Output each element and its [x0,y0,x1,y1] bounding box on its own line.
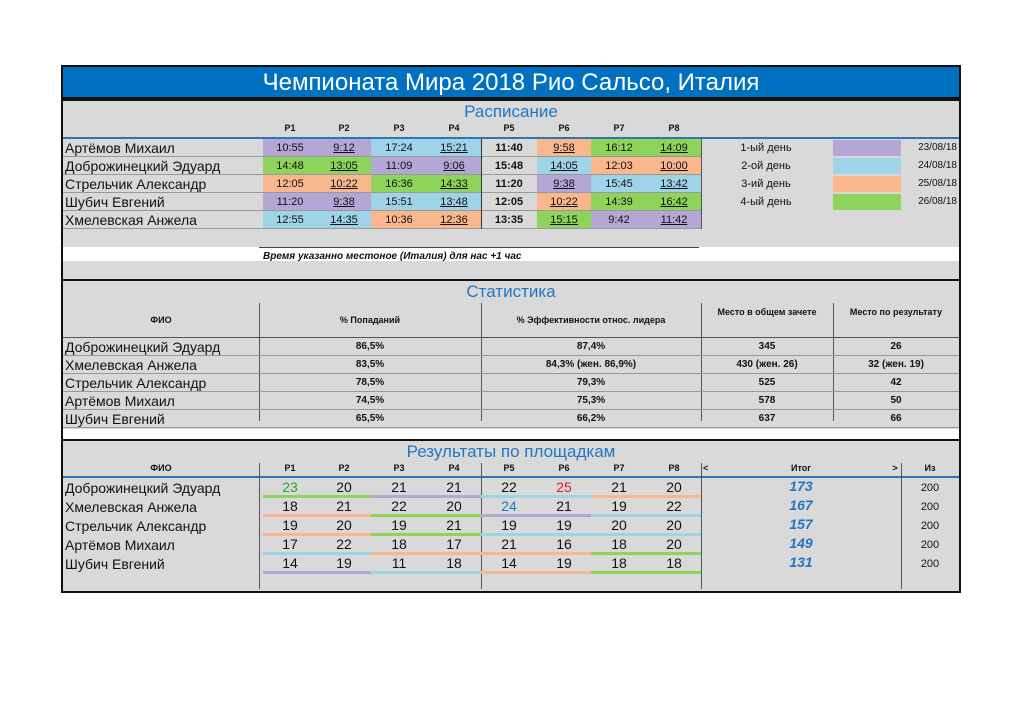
results-row-name: Артёмов Михаил [65,537,175,553]
results-max: 200 [920,539,940,551]
schedule-row-name: Доброжинецкий Эдуард [65,158,221,174]
schedule-time-cell: 9:42 [591,211,647,229]
results-round-header: P5 [503,463,515,473]
results-score-cell: 21 [556,498,572,514]
schedule-time-cell: 12:05 [263,175,317,193]
results-round-header: P1 [284,463,296,473]
schedule-time-cell: 11:40 [481,139,537,157]
schedule-time-cell: 14:48 [263,157,317,175]
schedule-row-name: Стрельчик Александр [65,176,207,192]
schedule-time-cell: 11:09 [371,157,427,175]
results-score-cell: 19 [391,517,407,533]
results-score-cell: 18 [611,536,627,552]
schedule-time-cell: 13:35 [481,211,537,229]
schedule-row-line [63,228,701,229]
results-lt-header: < [703,463,709,473]
schedule-round-header: P4 [448,123,460,133]
results-score-cell: 21 [336,498,352,514]
results-day-bar [317,571,371,574]
results-score-cell: 11 [391,555,407,571]
stats-hit-percent: 74,5% [355,395,385,406]
schedule-row-line [63,192,701,193]
schedule-note: Время указанно местоное (Италия) для нас +1 час [263,251,522,262]
schedule-row-name: Хмелевская Анжела [65,212,197,228]
results-score-cell: 20 [336,517,352,533]
schedule-round-header: P2 [338,123,350,133]
schedule-time-cell: 13:42 [647,175,701,193]
results-gt-header: > [892,463,898,473]
results-row-name: Доброжинецкий Эдуард [65,480,221,496]
schedule-time-cell: 14:35 [317,211,371,229]
note-line [259,247,699,248]
results-score-cell: 18 [611,555,627,571]
results-score-cell: 22 [391,498,407,514]
results-round-header: P2 [338,463,350,473]
results-max: 200 [920,482,940,494]
results-score-cell: 20 [446,498,462,514]
schedule-time-cell: 14:39 [591,193,647,211]
results-score-cell: 19 [501,517,517,533]
results-total: 157 [789,516,813,532]
results-score-cell: 19 [556,555,572,571]
results-total: 131 [789,554,813,570]
stats-result-place: 26 [890,341,902,352]
schedule-row-line [63,174,701,175]
results-score-cell: 22 [336,536,352,552]
stats-overall-place: 345 [758,341,776,352]
sheet-title: Чемпионата Мира 2018 Рио Сальсо, Италия [63,67,959,99]
results-score-cell: 17 [282,536,298,552]
results-round-header: P4 [448,463,460,473]
schedule-round-header: P1 [284,123,296,133]
stats-column-header: Место в общем зачете [717,307,817,317]
results-score-cell: 16 [556,536,572,552]
stats-result-place: 66 [890,413,902,424]
results-score-cell: 22 [666,498,682,514]
results-total: 149 [789,535,813,551]
schedule-time-cell: 15:45 [591,175,647,193]
schedule-time-cell: 12:55 [263,211,317,229]
results-col-line [259,463,260,589]
schedule-time-cell: 9:38 [537,175,591,193]
schedule-time-cell: 10:22 [537,193,591,211]
results-score-cell: 24 [501,498,517,514]
stats-result-place: 50 [890,395,902,406]
stats-overall-place: 430 (жен. 26) [736,359,798,370]
stats-spacer [63,429,959,439]
results-score-cell: 18 [282,498,298,514]
schedule-round-header: P5 [503,123,515,133]
stats-row-line [63,427,959,428]
schedule-time-cell: 14:09 [647,139,701,157]
schedule-row-line [63,210,701,211]
stats-efficiency: 66,2% [576,413,606,424]
schedule-time-cell: 16:12 [591,139,647,157]
results-day-bar [481,571,537,574]
results-score-cell: 21 [611,479,627,495]
stats-column-header: Место по результату [849,307,943,317]
results-score-cell: 21 [446,517,462,533]
schedule-time-cell: 15:15 [537,211,591,229]
results-score-cell: 25 [556,479,572,495]
stats-hit-percent: 78,5% [355,377,385,388]
schedule-time-cell: 14:33 [427,175,481,193]
schedule-heading: Расписание [63,99,959,121]
results-score-cell: 17 [446,536,462,552]
stats-efficiency: 79,3% [576,377,606,388]
schedule-time-cell: 12:36 [427,211,481,229]
schedule-time-cell: 9:06 [427,157,481,175]
stats-overall-place: 578 [758,395,776,406]
results-day-bar [537,571,591,574]
schedule-time-cell: 10:22 [317,175,371,193]
schedule-round-header: P8 [668,123,680,133]
schedule-round-header: P6 [558,123,570,133]
legend-day-swatch [833,176,901,192]
results-sheet [61,65,961,593]
schedule-round-header: P7 [613,123,625,133]
results-score-cell: 20 [336,479,352,495]
stats-efficiency: 75,3% [576,395,606,406]
legend-day-label: 4-ый день [740,196,792,208]
results-day-bar [263,571,317,574]
schedule-time-cell: 11:20 [263,193,317,211]
schedule-row-name: Артёмов Михаил [65,140,175,156]
schedule-time-cell: 12:03 [591,157,647,175]
results-day-bar [591,571,647,574]
results-max: 200 [920,558,940,570]
results-row-name: Шубич Евгений [65,556,165,572]
schedule-time-cell: 16:42 [647,193,701,211]
stats-row-name: Артёмов Михаил [65,393,175,409]
schedule-time-cell: 17:24 [371,139,427,157]
results-score-cell: 21 [501,536,517,552]
stats-overall-place: 525 [758,377,776,388]
results-score-cell: 21 [391,479,407,495]
results-round-header: P7 [613,463,625,473]
stats-hit-percent: 83,5% [355,359,385,370]
schedule-time-cell: 10:00 [647,157,701,175]
results-section [63,463,959,591]
results-score-cell: 23 [282,479,298,495]
results-max: 200 [920,501,940,513]
results-score-cell: 20 [666,536,682,552]
schedule-time-cell: 13:48 [427,193,481,211]
stats-overall-place: 637 [758,413,776,424]
stats-efficiency: 87,4% [576,341,606,352]
results-row-name: Хмелевская Анжела [65,499,197,515]
results-score-cell: 18 [446,555,462,571]
schedule-time-cell: 15:51 [371,193,427,211]
results-score-cell: 20 [666,517,682,533]
schedule-divider [701,139,702,229]
results-fio-header: ФИО [150,463,172,473]
results-row-name: Стрельчик Александр [65,518,207,534]
results-day-bar [647,571,701,574]
stats-hit-percent: 86,5% [355,341,385,352]
legend-day-date: 24/08/18 [918,160,957,171]
schedule-time-cell: 11:20 [481,175,537,193]
legend-day-swatch [833,140,901,156]
schedule-row-line [63,156,701,157]
schedule-divider-mid [481,139,482,229]
stats-hit-percent: 65,5% [355,413,385,424]
schedule-time-cell: 13:05 [317,157,371,175]
results-score-cell: 19 [282,517,298,533]
results-score-cell: 21 [446,479,462,495]
schedule-time-cell: 14:05 [537,157,591,175]
legend-day-swatch [833,194,901,210]
stats-column-header: % Попаданий [339,315,401,325]
stats-result-place: 32 (жен. 19) [868,359,924,370]
results-score-cell: 19 [611,498,627,514]
results-total-header: Итог [790,463,811,473]
stats-row-name: Доброжинецкий Эдуард [65,339,221,355]
stats-column-header: % Эффективности относ. лидера [516,315,666,325]
schedule-time-cell: 16:36 [371,175,427,193]
results-max: 200 [920,520,940,532]
stats-heading: Статистика [63,279,959,301]
schedule-time-cell: 9:38 [317,193,371,211]
schedule-time-cell: 10:36 [371,211,427,229]
results-score-cell: 19 [336,555,352,571]
legend-day-label: 3-ий день [741,178,791,190]
results-score-cell: 22 [501,479,517,495]
legend-day-date: 25/08/18 [918,178,957,189]
legend-day-date: 23/08/18 [918,142,957,153]
schedule-round-header: P3 [393,123,405,133]
stats-row-name: Стрельчик Александр [65,375,207,391]
schedule-time-cell: 10:55 [263,139,317,157]
results-of-header: Из [924,463,936,473]
results-round-header: P6 [558,463,570,473]
schedule-time-cell: 9:58 [537,139,591,157]
legend-day-swatch [833,158,901,174]
results-score-cell: 20 [611,517,627,533]
schedule-row-name: Шубич Евгений [65,194,165,210]
legend-day-label: 1-ый день [740,142,792,154]
results-total: 167 [789,497,813,513]
legend-day-label: 2-ой день [741,160,791,172]
stats-efficiency: 84,3% (жен. 86,9%) [545,359,637,370]
schedule-time-cell: 15:48 [481,157,537,175]
schedule-time-cell: 12:05 [481,193,537,211]
results-day-bar [371,571,427,574]
results-score-cell: 19 [556,517,572,533]
results-score-cell: 14 [282,555,298,571]
results-score-cell: 18 [666,555,682,571]
results-heading: Результаты по площадкам [63,439,959,461]
results-day-bar [427,571,481,574]
schedule-time-cell: 9:12 [317,139,371,157]
stats-row-name: Хмелевская Анжела [65,357,197,373]
stats-row-name: Шубич Евгений [65,411,165,427]
legend-day-date: 26/08/18 [918,196,957,207]
results-score-cell: 18 [391,536,407,552]
results-round-header: P3 [393,463,405,473]
schedule-section [63,121,959,279]
results-score-cell: 20 [666,479,682,495]
stats-column-header: ФИО [150,315,172,325]
results-round-header: P8 [668,463,680,473]
schedule-time-cell: 15:21 [427,139,481,157]
results-total: 173 [789,478,813,494]
schedule-time-cell: 11:42 [647,211,701,229]
stats-section [63,303,959,439]
results-score-cell: 14 [501,555,517,571]
stats-result-place: 42 [890,377,902,388]
